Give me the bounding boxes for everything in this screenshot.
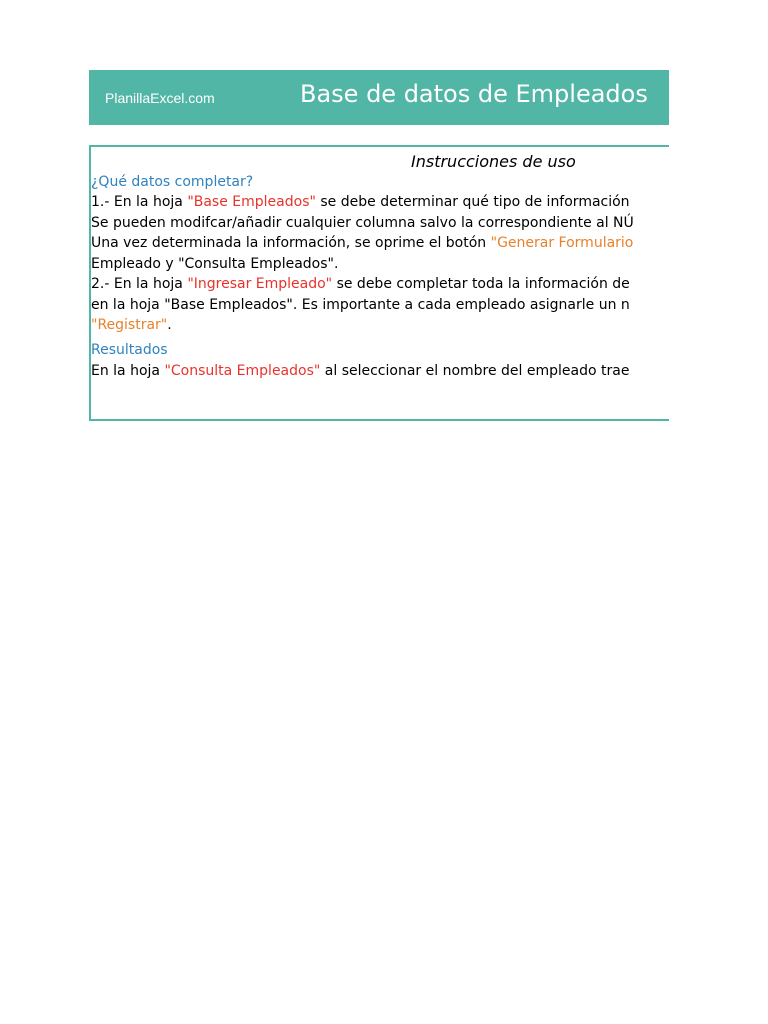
sheet-ref-base-empleados: "Base Empleados" <box>187 194 316 210</box>
line-1-prefix: 1.- En la hoja <box>91 194 188 210</box>
instructions-box <box>89 145 669 421</box>
line-7-suffix: . <box>167 317 172 333</box>
section-heading-results: Resultados <box>91 342 168 358</box>
line-3-prefix: Una vez determinada la información, se oprime el botón <box>91 235 491 251</box>
instruction-line-5 <box>91 276 630 292</box>
button-ref-registrar: "Registrar" <box>91 317 168 333</box>
line-8-suffix: al seleccionar el nombre del empleado trae <box>320 363 630 379</box>
brand-logo-text: PlanillaExcel.com <box>105 90 215 106</box>
instruction-line-8 <box>91 363 629 379</box>
line-5-suffix: se debe completar toda la información de <box>332 276 630 292</box>
line-1-suffix: se debe determinar qué tipo de información <box>315 194 630 210</box>
line-5-prefix: 2.- En la hoja <box>91 276 188 292</box>
instruction-line-2: Se pueden modifcar/añadir cualquier columna salvo la correspondiente al NÚ <box>91 215 634 231</box>
section-heading-data: ¿Qué datos completar? <box>91 174 254 190</box>
sheet-ref-ingresar-empleado: "Ingresar Empleado" <box>187 276 333 292</box>
instruction-line-3 <box>91 235 633 251</box>
instruction-line-1 <box>91 194 630 210</box>
instruction-line-4: Empleado y "Consulta Empleados". <box>91 256 339 272</box>
sheet-ref-consulta-empleados: "Consulta Empleados" <box>164 363 321 379</box>
button-ref-generar-formulario: "Generar Formulario <box>490 235 634 251</box>
instruction-line-7 <box>91 317 172 333</box>
header-banner <box>89 70 669 125</box>
page-title: Base de datos de Empleados <box>300 80 648 108</box>
line-8-prefix: En la hoja <box>91 363 165 379</box>
instruction-line-6: en la hoja "Base Empleados". Es importante a cada empleado asignarle un n <box>91 297 630 313</box>
instructions-title: Instrucciones de uso <box>411 152 576 171</box>
